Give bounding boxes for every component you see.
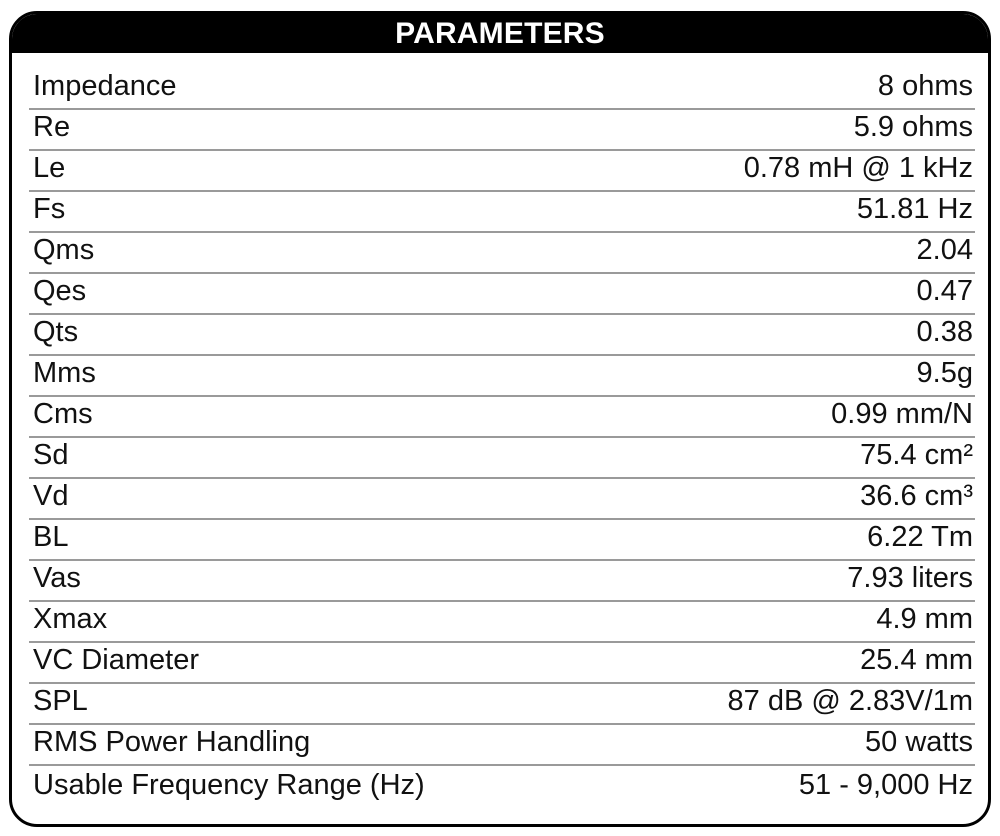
table-row xyxy=(29,766,975,807)
table-row xyxy=(29,643,975,684)
table-row xyxy=(29,520,975,561)
parameter-value: 0.38 xyxy=(916,316,973,348)
parameter-value: 6.22 Tm xyxy=(867,521,973,553)
parameter-value: 0.47 xyxy=(916,275,973,307)
parameter-value: 4.9 mm xyxy=(876,603,973,635)
parameter-name: Cms xyxy=(33,398,93,430)
parameter-name: Xmax xyxy=(33,603,108,635)
parameter-name: RMS Power Handling xyxy=(33,726,311,758)
parameter-name: Qts xyxy=(33,316,79,348)
table-row xyxy=(29,192,975,233)
table-row xyxy=(29,725,975,766)
parameter-value: 2.04 xyxy=(916,234,973,266)
parameter-value: 25.4 mm xyxy=(860,644,973,676)
parameter-name: Fs xyxy=(33,193,66,225)
parameter-name: Re xyxy=(33,111,71,143)
table-row xyxy=(29,315,975,356)
table-row xyxy=(29,602,975,643)
table-row xyxy=(29,479,975,520)
parameter-name: Qes xyxy=(33,275,87,307)
parameter-name: Impedance xyxy=(33,70,177,102)
parameter-name: Sd xyxy=(33,439,69,471)
parameter-value: 51.81 Hz xyxy=(856,193,973,225)
panel-title: PARAMETERS xyxy=(12,14,988,53)
parameter-value: 87 dB @ 2.83V/1m xyxy=(727,685,973,717)
table-row xyxy=(29,561,975,602)
parameters-table xyxy=(29,69,975,807)
table-row xyxy=(29,151,975,192)
table-row xyxy=(29,684,975,725)
parameter-name: Usable Frequency Range (Hz) xyxy=(33,769,425,801)
parameter-value: 50 watts xyxy=(865,726,973,758)
parameter-name: Mms xyxy=(33,357,96,389)
table-row xyxy=(29,274,975,315)
table-row xyxy=(29,356,975,397)
parameter-value: 5.9 ohms xyxy=(853,111,973,143)
parameter-name: BL xyxy=(33,521,69,553)
table-row xyxy=(29,233,975,274)
parameter-name: VC Diameter xyxy=(33,644,199,676)
parameter-name: Vas xyxy=(33,562,81,594)
table-row xyxy=(29,110,975,151)
parameter-value: 8 ohms xyxy=(877,70,973,102)
parameter-name: SPL xyxy=(33,685,88,717)
parameter-value: 75.4 cm² xyxy=(860,439,973,471)
table-row xyxy=(29,69,975,110)
parameter-value: 51 - 9,000 Hz xyxy=(798,769,973,801)
parameter-value: 0.78 mH @ 1 kHz xyxy=(743,152,973,184)
parameter-value: 36.6 cm³ xyxy=(860,480,973,512)
parameter-value: 7.93 liters xyxy=(847,562,973,594)
table-row xyxy=(29,397,975,438)
parameter-value: 0.99 mm/N xyxy=(831,398,973,430)
table-row xyxy=(29,438,975,479)
parameter-value: 9.5g xyxy=(916,357,973,389)
parameter-name: Vd xyxy=(33,480,69,512)
parameter-name: Qms xyxy=(33,234,95,266)
parameters-panel xyxy=(9,11,991,827)
parameter-name: Le xyxy=(33,152,66,184)
